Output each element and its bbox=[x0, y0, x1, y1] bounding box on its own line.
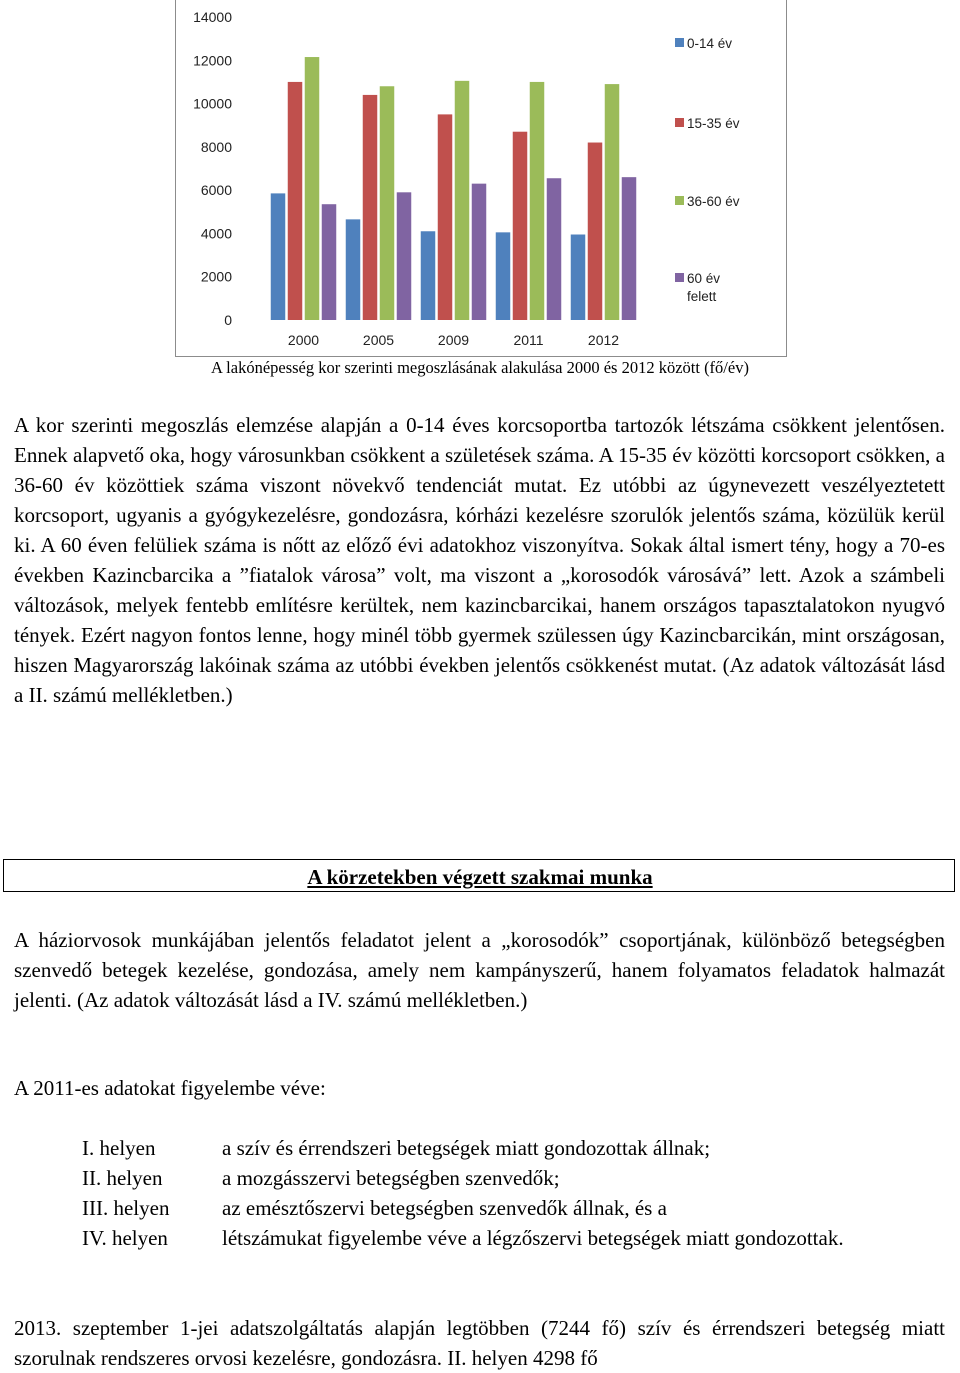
y-tick-label: 12000 bbox=[193, 52, 232, 69]
legend-label: 15-35 év bbox=[687, 116, 740, 131]
legend-swatch bbox=[675, 38, 684, 47]
statistics-paragraph: 2013. szeptember 1-jei adatszolgáltatás alapján legtöbben (7244 fő) szív és érrendszeri betegség miatt szorulnak rendszeres orvosi kezelésre, gondozásra. II. helyen 4298 fő bbox=[14, 1316, 945, 1370]
bar-15-35-v-2000 bbox=[288, 82, 303, 320]
rank-label: II. helyen bbox=[82, 1166, 163, 1190]
x-tick-label: 2005 bbox=[362, 332, 395, 348]
rank-text: a mozgásszervi betegségben szenvedők; bbox=[222, 1166, 560, 1190]
age-analysis-paragraph: A kor szerinti megoszlás elemzése alapján a 0-14 éves korcsoportba tartozók létszáma csökkent jelentősen. Ennek alapvető oka, hogy városunkban csökkent a születések száma. A 15-35 év közötti korcsoport csökken, a 36-60 év közöttiek száma viszont növekvő tendenciát mutat. Ez utóbbi az úgynevezett veszélyeztetett korcsoport, ugyanis a gyógykezelésre, gondozásra, kórházi kezelésre szorulók jelentős száma, közülük kerül ki. A 60 éven felüliek száma is nőtt az előző évi adatokhoz viszonyítva. Sokak által ismert tény, hogy a 70-es években Kazincbarcika a ”fiatalok városa” volt, ma viszont a „korosodók városává” lett. Azok a számbeli változások, melyek fentebb említésre kerültek, nem kazincbarcikai, hanem országos tapasztalatokon nyugvó tények. Ezért nagyon fontos lenne, hogy minél több gyermek szülessen úgy Kazincbarcikán, mint országosan, hiszen Magyarország lakóinak száma az utóbbi években jelentős csökkenést mutat. (Az adatok változását lásd a II. számú mellékletben.) bbox=[14, 413, 945, 707]
chart-canvas bbox=[176, 0, 786, 356]
list-item bbox=[82, 1133, 942, 1163]
bar-0-14-v-2000 bbox=[271, 193, 286, 320]
bar-0-14-v-2012 bbox=[571, 235, 586, 320]
bar-36-60-v-2012 bbox=[605, 84, 620, 320]
bar-15-35-v-2011 bbox=[513, 132, 528, 320]
bar-60-v-felett-2011 bbox=[547, 178, 562, 320]
bar-0-14-v-2011 bbox=[496, 232, 511, 320]
bar-60-v-felett-2009 bbox=[472, 184, 487, 320]
rank-text: a szív és érrendszeri betegségek miatt gondozottak állnak; bbox=[222, 1136, 711, 1160]
bar-36-60-v-2009 bbox=[455, 81, 470, 320]
rank-label: I. helyen bbox=[82, 1136, 156, 1160]
y-tick-label: 6000 bbox=[200, 182, 232, 199]
y-tick-label: 8000 bbox=[200, 138, 232, 155]
age-distribution-chart bbox=[175, 0, 787, 357]
legend-label: 36-60 év bbox=[687, 194, 740, 209]
bar-36-60-v-2000 bbox=[305, 57, 320, 320]
data-intro-paragraph: A 2011-es adatokat figyelembe véve: bbox=[14, 1076, 326, 1100]
legend-label: felett bbox=[687, 289, 717, 304]
rank-text: létszámukat figyelembe véve a légzőszervi betegségek miatt gondozottak. bbox=[222, 1226, 844, 1250]
y-tick-label: 2000 bbox=[200, 268, 232, 285]
y-tick-label: 0 bbox=[224, 312, 232, 328]
y-tick-label: 14000 bbox=[193, 9, 232, 25]
list-item bbox=[82, 1193, 942, 1223]
bar-36-60-v-2005 bbox=[380, 86, 395, 320]
y-tick-label: 4000 bbox=[200, 225, 232, 242]
bar-60-v-felett-2000 bbox=[322, 204, 337, 320]
list-item bbox=[82, 1163, 942, 1193]
bar-15-35-v-2009 bbox=[438, 114, 453, 320]
y-tick-label: 10000 bbox=[193, 95, 232, 112]
rank-label: III. helyen bbox=[82, 1196, 170, 1220]
rank-label: IV. helyen bbox=[82, 1226, 168, 1250]
bar-60-v-felett-2005 bbox=[397, 192, 412, 320]
bar-0-14-v-2005 bbox=[346, 219, 361, 320]
x-tick-label: 2009 bbox=[437, 332, 470, 348]
bar-36-60-v-2011 bbox=[530, 82, 545, 320]
rank-text: az emésztőszervi betegségben szenvedők állnak, és a bbox=[222, 1196, 667, 1220]
gp-work-paragraph: A háziorvosok munkájában jelentős feladatot jelent a „korosodók” csoportjának, különböző betegségben szenvedő betegek kezelése, gondozása, amely nem kampányszerű, hanem folyamatos feladatok halmazát jelenti. (Az adatok változását lásd a IV. számú mellékletben.) bbox=[14, 928, 945, 1012]
legend-swatch bbox=[675, 196, 684, 205]
x-tick-label: 2012 bbox=[587, 332, 620, 348]
bar-15-35-v-2005 bbox=[363, 95, 378, 320]
bar-15-35-v-2012 bbox=[588, 143, 603, 320]
chart-caption: A lakónépesség kor szerinti megoszlásának alakulása 2000 és 2012 között (fő/év) bbox=[211, 358, 749, 377]
x-tick-label: 2011 bbox=[513, 332, 544, 348]
disease-ranking-list bbox=[82, 1133, 942, 1253]
bar-60-v-felett-2012 bbox=[622, 177, 637, 320]
section-title: A körzetekben végzett szakmai munka bbox=[307, 865, 653, 889]
legend-label: 0-14 év bbox=[687, 36, 733, 51]
legend-swatch bbox=[675, 118, 684, 127]
legend-swatch bbox=[675, 273, 684, 282]
list-item bbox=[82, 1223, 942, 1253]
bar-0-14-v-2009 bbox=[421, 231, 436, 320]
x-tick-label: 2000 bbox=[287, 332, 320, 348]
legend-label: 60 év bbox=[687, 271, 721, 286]
